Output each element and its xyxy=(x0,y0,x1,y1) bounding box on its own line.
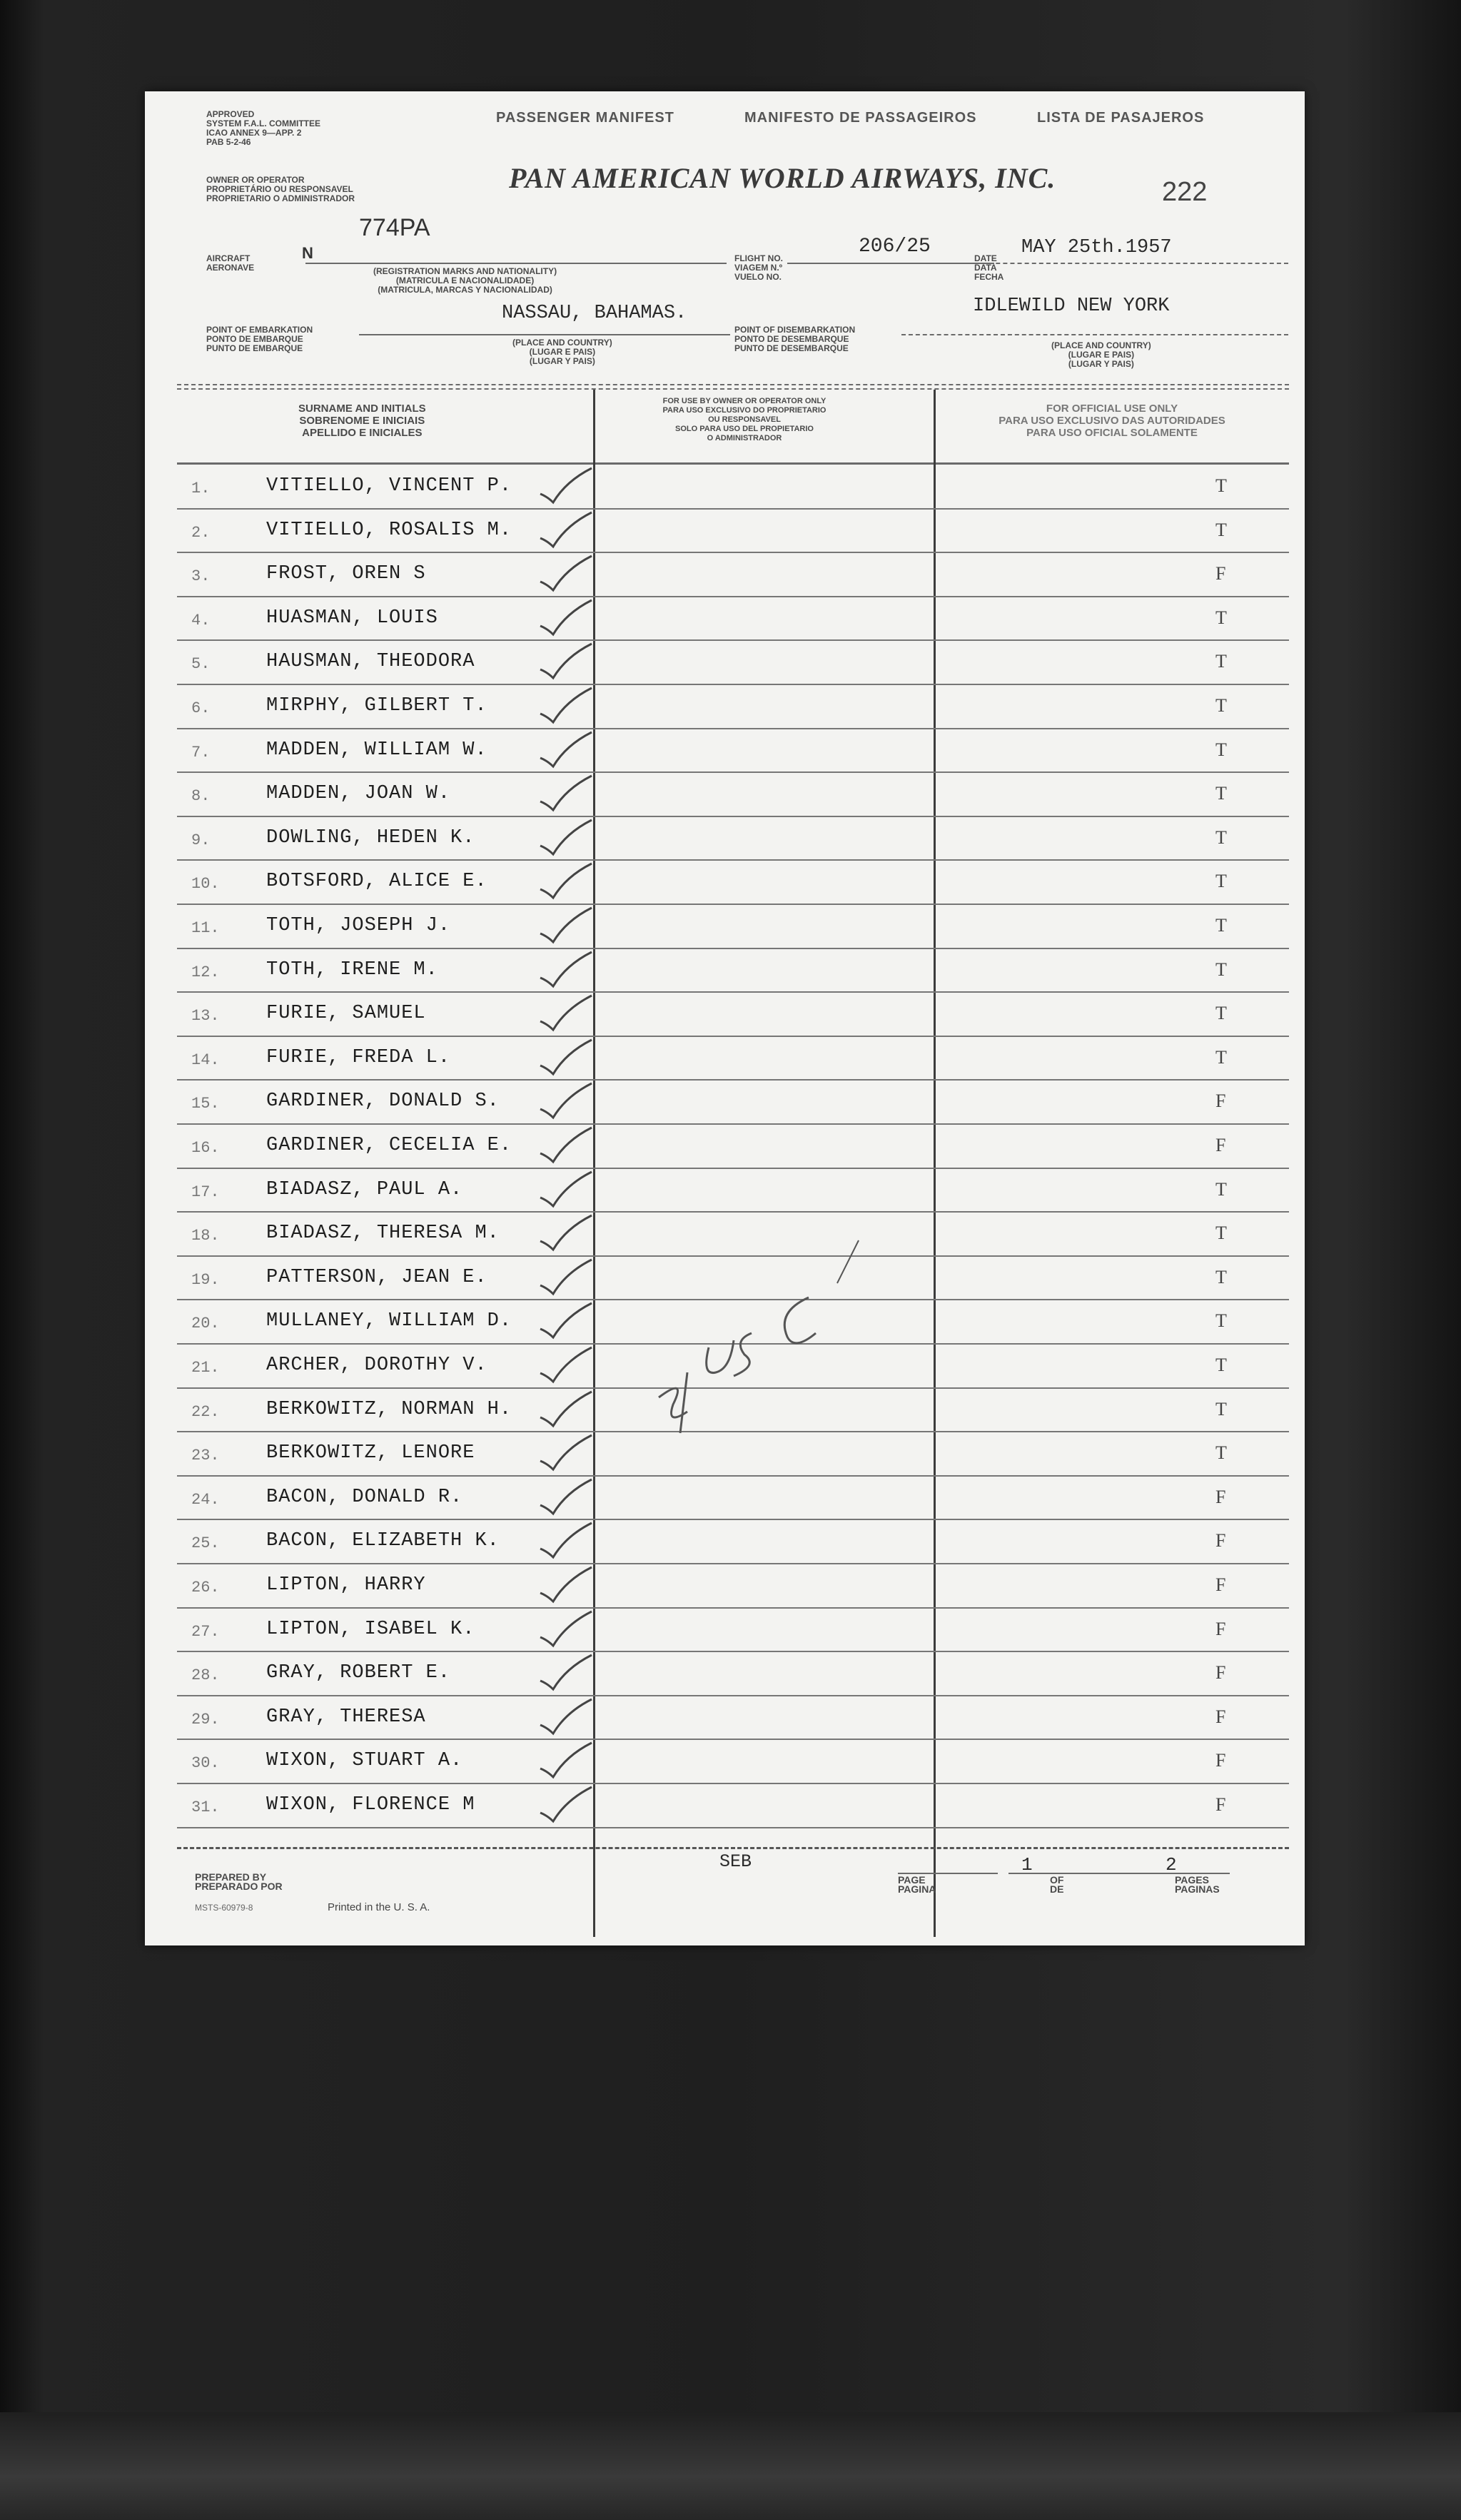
embark-label: PUNTO DE EMBARQUE xyxy=(206,343,303,353)
page-labels xyxy=(898,1876,936,1894)
page-label: PAGE xyxy=(898,1874,926,1886)
aircraft-label: AIRCRAFT xyxy=(206,253,251,263)
page-number: 1 xyxy=(1021,1854,1033,1876)
official-code: F xyxy=(1215,1574,1226,1595)
footer-rule xyxy=(177,1847,1289,1849)
checkmark-icon xyxy=(537,1081,595,1123)
official-code: T xyxy=(1215,475,1227,496)
passenger-name: VITIELLO, ROSALIS M. xyxy=(266,519,512,541)
row-number: 11. xyxy=(191,919,220,937)
passenger-name: GRAY, ROBERT E. xyxy=(266,1662,451,1684)
passenger-name: ARCHER, DOROTHY V. xyxy=(266,1355,487,1376)
official-code: T xyxy=(1215,1355,1227,1375)
place-sub: (LUGAR Y PAIS) xyxy=(1068,359,1134,369)
official-code: F xyxy=(1215,1486,1226,1507)
row-number: 24. xyxy=(191,1490,220,1509)
checkmark-icon xyxy=(537,1564,595,1607)
official-code: F xyxy=(1215,1794,1226,1815)
checkmark-icon xyxy=(537,773,595,816)
header-rule xyxy=(177,388,1289,392)
approval-block xyxy=(206,110,320,147)
place-sub: (LUGAR Y PAIS) xyxy=(529,356,595,366)
aircraft-label: AERONAVE xyxy=(206,263,255,273)
col-owner-label: OU RESPONSAVEL xyxy=(708,415,781,424)
checkmark-icon xyxy=(537,729,595,772)
checkmark-icon xyxy=(537,1213,595,1255)
table-row xyxy=(177,1037,1289,1081)
official-code: T xyxy=(1215,1266,1227,1287)
place-sub: (LUGAR E PAIS) xyxy=(1068,350,1135,360)
row-number: 28. xyxy=(191,1666,220,1685)
official-code: F xyxy=(1215,1662,1226,1684)
passenger-name: TOTH, JOSEPH J. xyxy=(266,915,451,936)
page-total: 2 xyxy=(1166,1854,1177,1876)
passenger-name: VITIELLO, VINCENT P. xyxy=(266,475,512,497)
table-row xyxy=(177,949,1289,993)
owner-label: OWNER OR OPERATOR xyxy=(206,175,305,185)
date-label: DATA xyxy=(974,263,997,273)
official-code: F xyxy=(1215,1530,1226,1552)
prepared-label: PREPARED BY xyxy=(195,1871,267,1883)
official-code: T xyxy=(1215,1223,1227,1244)
official-code: T xyxy=(1215,1178,1227,1200)
row-number: 30. xyxy=(191,1754,220,1773)
flight-underline xyxy=(787,263,994,264)
checkmark-icon xyxy=(537,861,595,904)
official-code: T xyxy=(1215,871,1227,892)
of-label: OF xyxy=(1050,1874,1064,1886)
col-header-official xyxy=(951,403,1273,439)
preparer-initials: SEB xyxy=(719,1851,752,1872)
place-sub: (LUGAR E PAIS) xyxy=(529,347,596,357)
place-sub: (PLACE AND COUNTRY) xyxy=(1051,340,1151,350)
row-number: 26. xyxy=(191,1579,220,1596)
approval-line: ICAO ANNEX 9—APP. 2 xyxy=(206,128,302,138)
checkmark-icon xyxy=(537,1609,595,1651)
airline-name: PAN AMERICAN WORLD AIRWAYS, INC. xyxy=(509,162,1056,194)
row-number: 10. xyxy=(191,875,220,894)
passenger-name: WIXON, STUART A. xyxy=(266,1750,463,1772)
table-row xyxy=(177,1520,1289,1564)
col-owner-label: PARA USO EXCLUSIVO DO PROPRIETARIO xyxy=(662,406,826,415)
official-code: T xyxy=(1215,651,1227,672)
row-number: 23. xyxy=(191,1447,220,1465)
row-number: 22. xyxy=(191,1402,220,1421)
table-row xyxy=(177,1169,1289,1213)
approval-line: SYSTEM F.A.L. COMMITTEE xyxy=(206,118,321,128)
official-code: T xyxy=(1215,1046,1227,1068)
table-row xyxy=(177,685,1289,729)
owner-labels xyxy=(206,176,355,203)
disembark-label: PONTO DE DESEMBARQUE xyxy=(734,334,849,344)
passenger-name: HUASMAN, LOUIS xyxy=(266,607,438,629)
embark-label: PONTO DE EMBARQUE xyxy=(206,334,303,344)
checkmark-icon xyxy=(537,1037,595,1080)
checkmark-icon xyxy=(537,1300,595,1343)
disembark-place: IDLEWILD NEW YORK xyxy=(973,295,1170,317)
passenger-name: GRAY, THERESA xyxy=(266,1706,426,1728)
flight-labels xyxy=(734,254,783,282)
row-number: 17. xyxy=(191,1183,220,1201)
date-labels xyxy=(974,254,1004,282)
table-row xyxy=(177,641,1289,685)
form-number: MSTS-60979-8 xyxy=(195,1903,253,1913)
passenger-name: GARDINER, DONALD S. xyxy=(266,1091,500,1113)
row-number: 15. xyxy=(191,1095,220,1113)
passenger-name: BIADASZ, THERESA M. xyxy=(266,1223,500,1245)
header-bottom-rule xyxy=(177,462,1289,465)
passenger-name: BERKOWITZ, NORMAN H. xyxy=(266,1398,512,1420)
checkmark-icon xyxy=(537,510,595,552)
title-portuguese: MANIFESTO DE PASSAGEIROS xyxy=(744,110,977,126)
flight-label: FLIGHT NO. xyxy=(734,253,783,263)
row-number: 16. xyxy=(191,1139,220,1157)
table-row xyxy=(177,993,1289,1037)
embark-underline xyxy=(359,334,730,335)
aircraft-sub: (REGISTRATION MARKS AND NATIONALITY) xyxy=(373,266,557,276)
row-number: 27. xyxy=(191,1622,220,1641)
checkmark-icon xyxy=(537,905,595,948)
disembark-labels xyxy=(734,325,855,353)
checkmark-icon xyxy=(537,1432,595,1475)
checkmark-icon xyxy=(537,1169,595,1212)
printed-in: Printed in the U. S. A. xyxy=(328,1901,430,1913)
official-code: T xyxy=(1215,1442,1227,1464)
col-official-label: PARA USO EXCLUSIVO DAS AUTORIDADES xyxy=(999,415,1225,427)
table-row xyxy=(177,1696,1289,1741)
of-underline xyxy=(1008,1873,1144,1874)
page-label: PAGINA xyxy=(898,1883,936,1895)
owner-label: PROPRIETARIO O ADMINISTRADOR xyxy=(206,193,355,203)
passenger-name: MADDEN, WILLIAM W. xyxy=(266,739,487,761)
passenger-name: HAUSMAN, THEODORA xyxy=(266,651,475,673)
header-rule xyxy=(177,384,1289,388)
pages-underline xyxy=(1144,1873,1230,1874)
date-underline xyxy=(974,263,1288,266)
approval-line: PAB 5-2-46 xyxy=(206,137,251,147)
passenger-name: FROST, OREN S xyxy=(266,563,426,585)
row-number: 29. xyxy=(191,1710,220,1729)
col-names-label: SOBRENOME E INICIAIS xyxy=(299,415,425,427)
row-number: 14. xyxy=(191,1051,220,1069)
embark-label: POINT OF EMBARKATION xyxy=(206,325,313,335)
row-rule xyxy=(177,1827,1289,1828)
checkmark-icon xyxy=(537,685,595,728)
passenger-name: WIXON, FLORENCE M xyxy=(266,1794,475,1816)
table-row xyxy=(177,1081,1289,1125)
row-number: 18. xyxy=(191,1227,220,1245)
flight-number: 206/25 xyxy=(859,236,931,258)
approval-line: APPROVED xyxy=(206,109,255,119)
table-row xyxy=(177,1477,1289,1521)
manifest-sheet xyxy=(145,91,1305,1945)
passenger-name: MADDEN, JOAN W. xyxy=(266,783,451,805)
passenger-name: FURIE, SAMUEL xyxy=(266,1003,426,1025)
passenger-name: LIPTON, HARRY xyxy=(266,1574,426,1596)
row-number: 1. xyxy=(191,480,211,497)
date-label: DATE xyxy=(974,253,997,263)
passenger-name: LIPTON, ISABEL K. xyxy=(266,1618,475,1640)
title-spanish: LISTA DE PASAJEROS xyxy=(1037,110,1205,126)
checkmark-icon xyxy=(537,465,595,508)
checkmark-icon xyxy=(537,993,595,1036)
checkmark-icon xyxy=(537,817,595,860)
handwritten-note-text: 31 US C xyxy=(644,1219,647,1220)
flight-date: MAY 25th.1957 xyxy=(1021,237,1172,258)
of-label: DE xyxy=(1050,1883,1064,1895)
sheet-number: 222 xyxy=(1162,177,1208,207)
col-official-label: PARA USO OFICIAL SOLAMENTE xyxy=(1026,427,1198,439)
passenger-name: BACON, ELIZABETH K. xyxy=(266,1530,500,1552)
table-row xyxy=(177,773,1289,817)
aircraft-reg-value: 774PA xyxy=(359,214,430,241)
table-row xyxy=(177,1784,1289,1828)
passenger-name: BERKOWITZ, LENORE xyxy=(266,1442,475,1464)
pages-label: PAGINAS xyxy=(1175,1883,1220,1895)
table-row xyxy=(177,465,1289,510)
row-number: 5. xyxy=(191,655,211,674)
checkmark-icon xyxy=(537,1389,595,1432)
date-label: FECHA xyxy=(974,272,1004,282)
table-row xyxy=(177,905,1289,949)
passenger-name: BIADASZ, PAUL A. xyxy=(266,1178,463,1200)
disembark-label: PUNTO DE DESEMBARQUE xyxy=(734,343,849,353)
checkmark-icon xyxy=(537,553,595,596)
table-row xyxy=(177,1564,1289,1609)
official-code: T xyxy=(1215,519,1227,540)
table-row xyxy=(177,817,1289,861)
embark-sub-labels xyxy=(512,338,612,366)
passenger-name: MIRPHY, GILBERT T. xyxy=(266,695,487,717)
passenger-name: BACON, DONALD R. xyxy=(266,1486,463,1508)
col-names-label: APELLIDO E INICIALES xyxy=(302,427,423,439)
official-code: T xyxy=(1215,783,1227,804)
handwritten-note xyxy=(644,1219,916,1447)
table-row xyxy=(177,1740,1289,1784)
aircraft-prefix: N xyxy=(302,244,313,262)
official-code: T xyxy=(1215,958,1227,980)
aircraft-sub: (MATRICULA, MARCAS Y NACIONALIDAD) xyxy=(378,285,552,295)
col-official-label: FOR OFFICIAL USE ONLY xyxy=(1046,403,1178,415)
aircraft-sub-labels xyxy=(373,267,557,295)
film-edge-band xyxy=(0,2412,1461,2520)
row-number: 13. xyxy=(191,1007,220,1026)
flight-label: VUELO NO. xyxy=(734,272,782,282)
official-code: F xyxy=(1215,563,1226,585)
row-number: 9. xyxy=(191,831,211,849)
disembark-underline xyxy=(901,334,1288,338)
aircraft-labels xyxy=(206,254,254,273)
aircraft-registration xyxy=(359,214,430,242)
embark-labels xyxy=(206,325,313,353)
prepared-by-labels xyxy=(195,1873,283,1891)
page-underline xyxy=(898,1873,998,1874)
col-header-names xyxy=(298,403,426,439)
official-code: F xyxy=(1215,1618,1226,1639)
owner-label: PROPRIETÁRIO OU RESPONSAVEL xyxy=(206,184,353,194)
checkmark-icon xyxy=(537,1257,595,1300)
col-header-owner xyxy=(637,397,851,443)
table-row xyxy=(177,553,1289,597)
passenger-name: DOWLING, HEDEN K. xyxy=(266,826,475,849)
row-number: 31. xyxy=(191,1798,220,1816)
table-row xyxy=(177,1652,1289,1696)
table-row xyxy=(177,597,1289,642)
flight-label: VIAGEM N.º xyxy=(734,263,783,273)
checkmark-icon xyxy=(537,641,595,684)
col-owner-label: SOLO PARA USO DEL PROPIETARIO xyxy=(675,425,814,433)
aircraft-underline xyxy=(305,263,727,264)
checkmark-icon xyxy=(537,1477,595,1519)
table-row xyxy=(177,510,1289,554)
row-number: 7. xyxy=(191,743,211,761)
pages-label: PAGES xyxy=(1175,1874,1209,1886)
row-number: 6. xyxy=(191,699,211,717)
official-code: T xyxy=(1215,1003,1227,1024)
aircraft-sub: (MATRICULA E NACIONALIDADE) xyxy=(395,275,535,285)
row-number: 25. xyxy=(191,1534,220,1553)
official-code: T xyxy=(1215,1310,1227,1332)
col-owner-label: FOR USE BY OWNER OR OPERATOR ONLY xyxy=(662,397,826,405)
col-owner-label: O ADMINISTRADOR xyxy=(707,434,782,442)
row-number: 8. xyxy=(191,787,211,806)
row-number: 2. xyxy=(191,523,211,542)
title-english: PASSENGER MANIFEST xyxy=(496,110,674,126)
passenger-name: PATTERSON, JEAN E. xyxy=(266,1266,487,1288)
official-code: F xyxy=(1215,1135,1226,1155)
official-code: T xyxy=(1215,695,1227,716)
row-number: 4. xyxy=(191,611,211,629)
disembark-label: POINT OF DISEMBARKATION xyxy=(734,325,856,335)
passenger-name: TOTH, IRENE M. xyxy=(266,958,438,981)
prepared-label: PREPARADO POR xyxy=(195,1881,283,1892)
passenger-name: FURIE, FREDA L. xyxy=(266,1046,451,1068)
official-code: F xyxy=(1215,1091,1226,1112)
checkmark-icon xyxy=(537,597,595,640)
row-number: 3. xyxy=(191,567,211,586)
row-number: 12. xyxy=(191,963,220,981)
place-sub: (PLACE AND COUNTRY) xyxy=(512,338,612,348)
checkmark-icon xyxy=(537,1520,595,1563)
checkmark-icon xyxy=(537,1652,595,1695)
official-code: F xyxy=(1215,1706,1226,1727)
official-code: T xyxy=(1215,826,1227,848)
official-code: T xyxy=(1215,739,1227,760)
table-row xyxy=(177,1609,1289,1653)
checkmark-icon xyxy=(537,949,595,992)
of-labels xyxy=(1050,1876,1063,1894)
table-row xyxy=(177,861,1289,905)
col-names-label: SURNAME AND INITIALS xyxy=(298,403,426,415)
passenger-name: MULLANEY, WILLIAM D. xyxy=(266,1310,512,1332)
passenger-name: BOTSFORD, ALICE E. xyxy=(266,871,487,893)
official-code: F xyxy=(1215,1750,1226,1771)
table-row xyxy=(177,1125,1289,1169)
row-number: 21. xyxy=(191,1359,220,1377)
row-number: 19. xyxy=(191,1270,220,1289)
pages-labels xyxy=(1175,1876,1220,1894)
disembark-sub-labels xyxy=(1051,341,1151,369)
checkmark-icon xyxy=(537,1345,595,1387)
checkmark-icon xyxy=(537,1696,595,1739)
embark-place: NASSAU, BAHAMAS. xyxy=(502,303,687,324)
official-code: T xyxy=(1215,915,1227,936)
checkmark-icon xyxy=(537,1740,595,1783)
checkmark-icon xyxy=(537,1125,595,1168)
official-code: T xyxy=(1215,1398,1227,1420)
passenger-name: GARDINER, CECELIA E. xyxy=(266,1135,512,1156)
official-code: T xyxy=(1215,607,1227,628)
checkmark-icon xyxy=(537,1784,595,1827)
table-row xyxy=(177,729,1289,774)
row-number: 20. xyxy=(191,1315,220,1333)
